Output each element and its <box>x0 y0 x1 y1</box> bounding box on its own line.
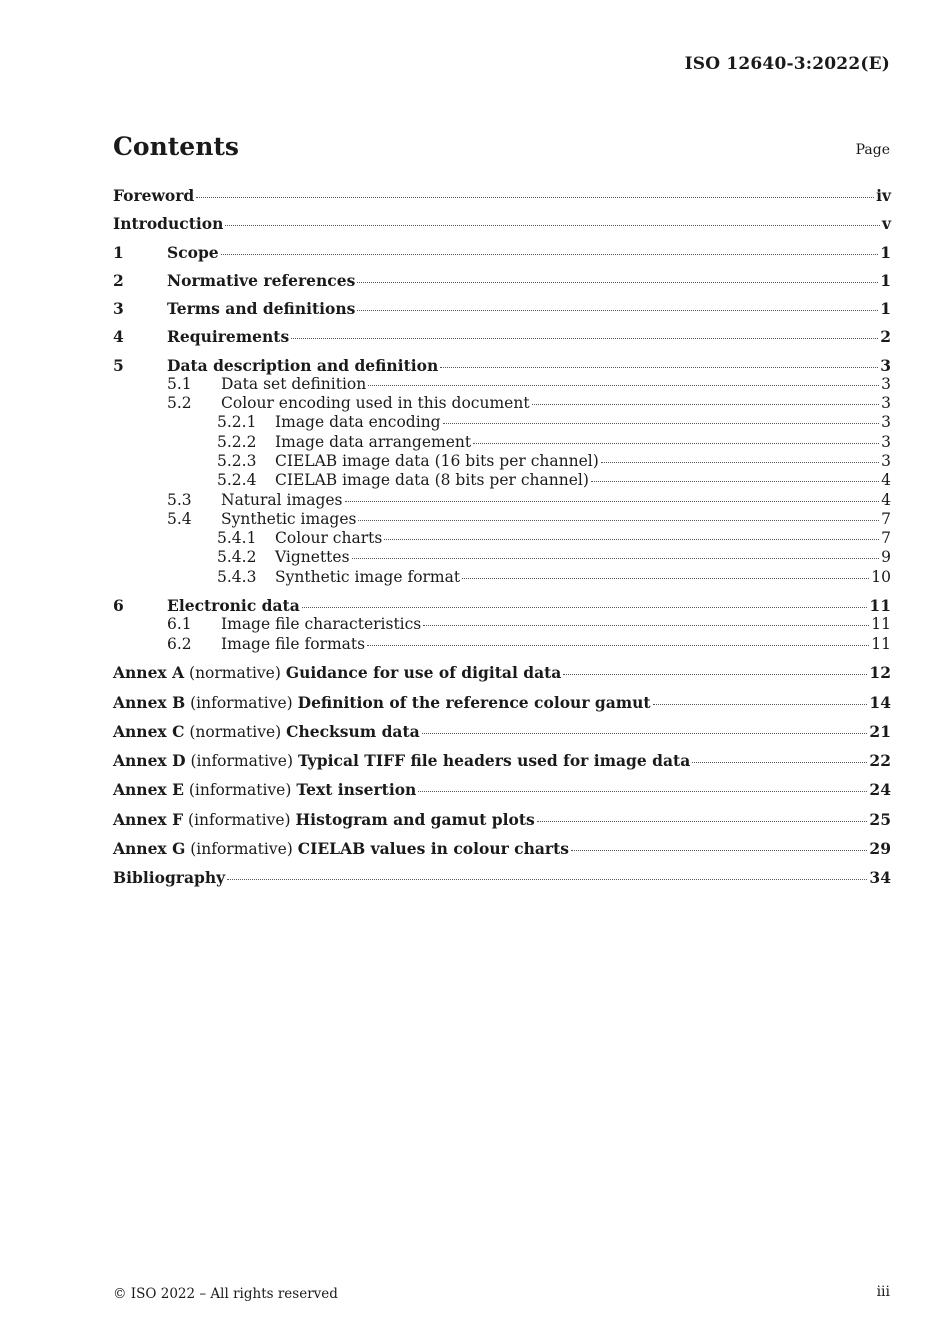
toc-entry-title: Image data encoding <box>275 413 441 432</box>
toc-entry-title: Synthetic images <box>221 509 357 528</box>
dot-leader <box>357 309 878 311</box>
dot-leader <box>225 224 880 226</box>
annex-title: Histogram and gamut plots <box>295 809 535 829</box>
toc-entry-title <box>113 693 651 713</box>
toc-entry-page: 7 <box>881 529 891 548</box>
toc-entry-5-4-1[interactable] <box>113 529 891 548</box>
toc-entry-page: iv <box>876 186 891 205</box>
toc-entry-page: 22 <box>869 751 891 771</box>
dot-leader <box>440 366 878 368</box>
toc-entry-number: 5.3 <box>167 490 192 509</box>
toc-entry-number: 2 <box>113 270 124 290</box>
dot-leader <box>418 790 867 792</box>
document-id: ISO 12640-3:2022(E) <box>684 54 890 74</box>
dot-leader <box>462 577 869 579</box>
toc-entry-title: CIELAB image data (16 bits per channel) <box>275 451 599 470</box>
toc-entry-title <box>113 780 416 800</box>
toc-entry-page: 3 <box>880 355 891 375</box>
toc-entry-number: 3 <box>113 299 124 319</box>
toc-entry-page: 10 <box>871 567 891 586</box>
annex-status: (informative) <box>190 840 293 859</box>
table-of-contents <box>113 186 891 887</box>
annex-status: (normative) <box>189 664 281 683</box>
dot-leader <box>422 732 868 734</box>
toc-entry-number: 5.4 <box>167 509 192 528</box>
annex-status: (informative) <box>188 810 291 829</box>
toc-entry-title: Data set definition <box>221 374 367 393</box>
annex-status: (normative) <box>189 722 282 741</box>
toc-entry-5-2-3[interactable] <box>113 452 891 471</box>
toc-entry-annex-c[interactable] <box>113 722 891 742</box>
dot-leader <box>384 538 879 540</box>
toc-entry-title: Scope <box>167 242 219 262</box>
dot-leader <box>601 461 879 463</box>
toc-entry-page: 24 <box>869 780 891 800</box>
toc-entry-title: Terms and definitions <box>167 299 356 319</box>
toc-entry-page: 1 <box>880 242 891 262</box>
toc-entry-page: 2 <box>880 327 891 347</box>
toc-entry-introduction[interactable] <box>113 214 891 233</box>
toc-entry-title <box>113 839 569 859</box>
toc-entry-page: 3 <box>881 374 891 393</box>
toc-entry-page: 9 <box>881 548 891 567</box>
toc-entry-title: Colour charts <box>275 529 383 548</box>
annex-label: Annex F <box>113 809 184 829</box>
toc-entry-page: 11 <box>871 634 891 653</box>
dot-leader <box>692 761 867 763</box>
annex-title: Text insertion <box>296 780 417 800</box>
toc-entry-page: 12 <box>869 663 891 683</box>
annex-label: Annex D <box>113 751 186 771</box>
toc-entry-number: 5.2.4 <box>217 471 257 490</box>
toc-entry-page: 3 <box>881 432 891 451</box>
toc-entry-number: 4 <box>113 327 124 347</box>
toc-entry-scope[interactable] <box>113 243 891 262</box>
annex-title: Definition of the reference colour gamut <box>297 692 651 712</box>
toc-entry-terms-and-definitions[interactable] <box>113 299 891 318</box>
toc-entry-number: 5.4.1 <box>217 529 257 548</box>
toc-entry-title: Image file formats <box>221 634 366 653</box>
toc-entry-5-4-2[interactable] <box>113 548 891 567</box>
toc-entry-page: 3 <box>881 451 891 470</box>
toc-entry-page: 11 <box>869 596 891 616</box>
annex-label: Annex G <box>113 839 186 859</box>
toc-entry-5-3[interactable] <box>113 491 891 510</box>
toc-entry-number: 6 <box>113 596 124 616</box>
toc-entry-annex-g[interactable] <box>113 839 891 859</box>
toc-entry-title: Image file characteristics <box>221 615 422 634</box>
toc-entry-5-4[interactable] <box>113 510 891 529</box>
toc-entry-bibliography[interactable] <box>113 868 891 887</box>
annex-title: Checksum data <box>286 721 420 741</box>
toc-entry-title: CIELAB image data (8 bits per channel) <box>275 471 589 490</box>
toc-entry-page: 1 <box>880 299 891 319</box>
toc-entry-requirements[interactable] <box>113 327 891 346</box>
toc-entry-title <box>113 751 690 771</box>
toc-entry-number: 5.2.3 <box>217 451 257 470</box>
annex-title: CIELAB values in colour charts <box>297 839 569 859</box>
toc-entry-title: Bibliography <box>113 868 226 888</box>
toc-entry-number: 5 <box>113 355 124 375</box>
annex-status: (informative) <box>190 752 294 771</box>
dot-leader <box>291 337 878 339</box>
toc-entry-annex-f[interactable] <box>113 810 891 830</box>
toc-entry-page: 29 <box>869 839 891 859</box>
dot-leader <box>227 878 867 880</box>
toc-entry-6-2[interactable] <box>113 635 891 654</box>
dot-leader <box>357 281 878 283</box>
annex-label: Annex B <box>113 692 186 712</box>
dot-leader <box>473 442 879 444</box>
annex-label: Annex A <box>113 663 185 683</box>
toc-entry-title <box>113 722 420 742</box>
toc-entry-title: Data description and definition <box>167 355 439 375</box>
toc-entry-5-2-2[interactable] <box>113 433 891 452</box>
dot-leader <box>563 673 867 675</box>
annex-title: Typical TIFF file headers used for image data <box>297 751 691 771</box>
toc-entry-foreword[interactable] <box>113 186 891 205</box>
toc-entry-annex-d[interactable] <box>113 751 891 771</box>
toc-entry-number: 1 <box>113 242 124 262</box>
toc-entry-title: Image data arrangement <box>275 432 472 451</box>
dot-leader <box>196 196 874 198</box>
toc-entry-page: v <box>881 214 891 234</box>
toc-entry-annex-a[interactable] <box>113 663 891 683</box>
toc-entry-title: Vignettes <box>275 548 350 567</box>
toc-entry-number: 5.4.2 <box>217 548 257 567</box>
toc-entry-page: 21 <box>869 721 891 741</box>
toc-entry-page: 14 <box>869 692 891 712</box>
toc-entry-data-description[interactable] <box>113 356 891 375</box>
toc-entry-number: 6.1 <box>167 615 192 634</box>
toc-entry-5-2-1[interactable] <box>113 413 891 432</box>
page-number: iii <box>876 1284 890 1300</box>
annex-label: Annex C <box>113 721 185 741</box>
annex-title: Guidance for use of digital data <box>285 663 562 683</box>
dot-leader <box>358 519 879 521</box>
toc-entry-title: Normative references <box>167 270 356 290</box>
dot-leader <box>352 557 880 559</box>
toc-entry-number: 5.4.3 <box>217 567 257 586</box>
toc-entry-title <box>113 810 535 830</box>
page-column-label: Page <box>855 142 890 158</box>
dot-leader <box>532 403 880 405</box>
contents-heading: Contents <box>113 132 240 161</box>
toc-entry-6-1[interactable] <box>113 615 891 634</box>
annex-status: (informative) <box>190 693 293 712</box>
copyright-notice: © ISO 2022 – All rights reserved <box>113 1286 338 1302</box>
dot-leader <box>302 606 868 608</box>
dot-leader <box>653 703 868 705</box>
toc-entry-normative-references[interactable] <box>113 271 891 290</box>
toc-entry-number: 6.2 <box>167 634 192 653</box>
toc-entry-5-2[interactable] <box>113 394 891 413</box>
toc-entry-page: 7 <box>881 509 891 528</box>
toc-entry-page: 3 <box>881 394 891 413</box>
dot-leader <box>443 422 880 424</box>
dot-leader <box>345 500 880 502</box>
toc-entry-5-1[interactable] <box>113 375 891 394</box>
toc-entry-number: 5.2.2 <box>217 432 257 451</box>
toc-entry-title: Foreword <box>113 186 195 205</box>
toc-entry-page: 25 <box>869 809 891 829</box>
dot-leader <box>221 253 879 255</box>
toc-entry-5-2-4[interactable] <box>113 471 891 490</box>
annex-status: (informative) <box>188 781 292 800</box>
toc-entry-page: 34 <box>869 868 891 888</box>
toc-entry-title: Natural images <box>221 490 343 509</box>
toc-entry-page: 11 <box>871 615 891 634</box>
toc-entry-title: Requirements <box>167 327 290 347</box>
toc-entry-title: Electronic data <box>167 596 300 616</box>
annex-label: Annex E <box>113 780 184 800</box>
dot-leader <box>537 820 868 822</box>
toc-entry-title: Introduction <box>113 214 224 234</box>
toc-entry-electronic-data[interactable] <box>113 596 891 615</box>
toc-entry-number: 5.2 <box>167 394 192 413</box>
toc-entry-annex-e[interactable] <box>113 780 891 800</box>
toc-entry-page: 1 <box>880 270 891 290</box>
toc-entry-page: 3 <box>881 413 891 432</box>
toc-entry-page: 4 <box>881 490 891 509</box>
dot-leader <box>423 624 869 626</box>
toc-entry-number: 5.1 <box>167 374 192 393</box>
toc-entry-page: 4 <box>881 471 891 490</box>
toc-entry-title: Colour encoding used in this document <box>221 394 530 413</box>
dot-leader <box>367 644 869 646</box>
toc-entry-number: 5.2.1 <box>217 413 257 432</box>
dot-leader <box>368 384 879 386</box>
toc-entry-annex-b[interactable] <box>113 693 891 713</box>
toc-entry-title: Synthetic image format <box>275 567 461 586</box>
dot-leader <box>591 480 879 482</box>
toc-entry-title <box>113 663 561 683</box>
toc-entry-5-4-3[interactable] <box>113 568 891 587</box>
dot-leader <box>571 849 867 851</box>
